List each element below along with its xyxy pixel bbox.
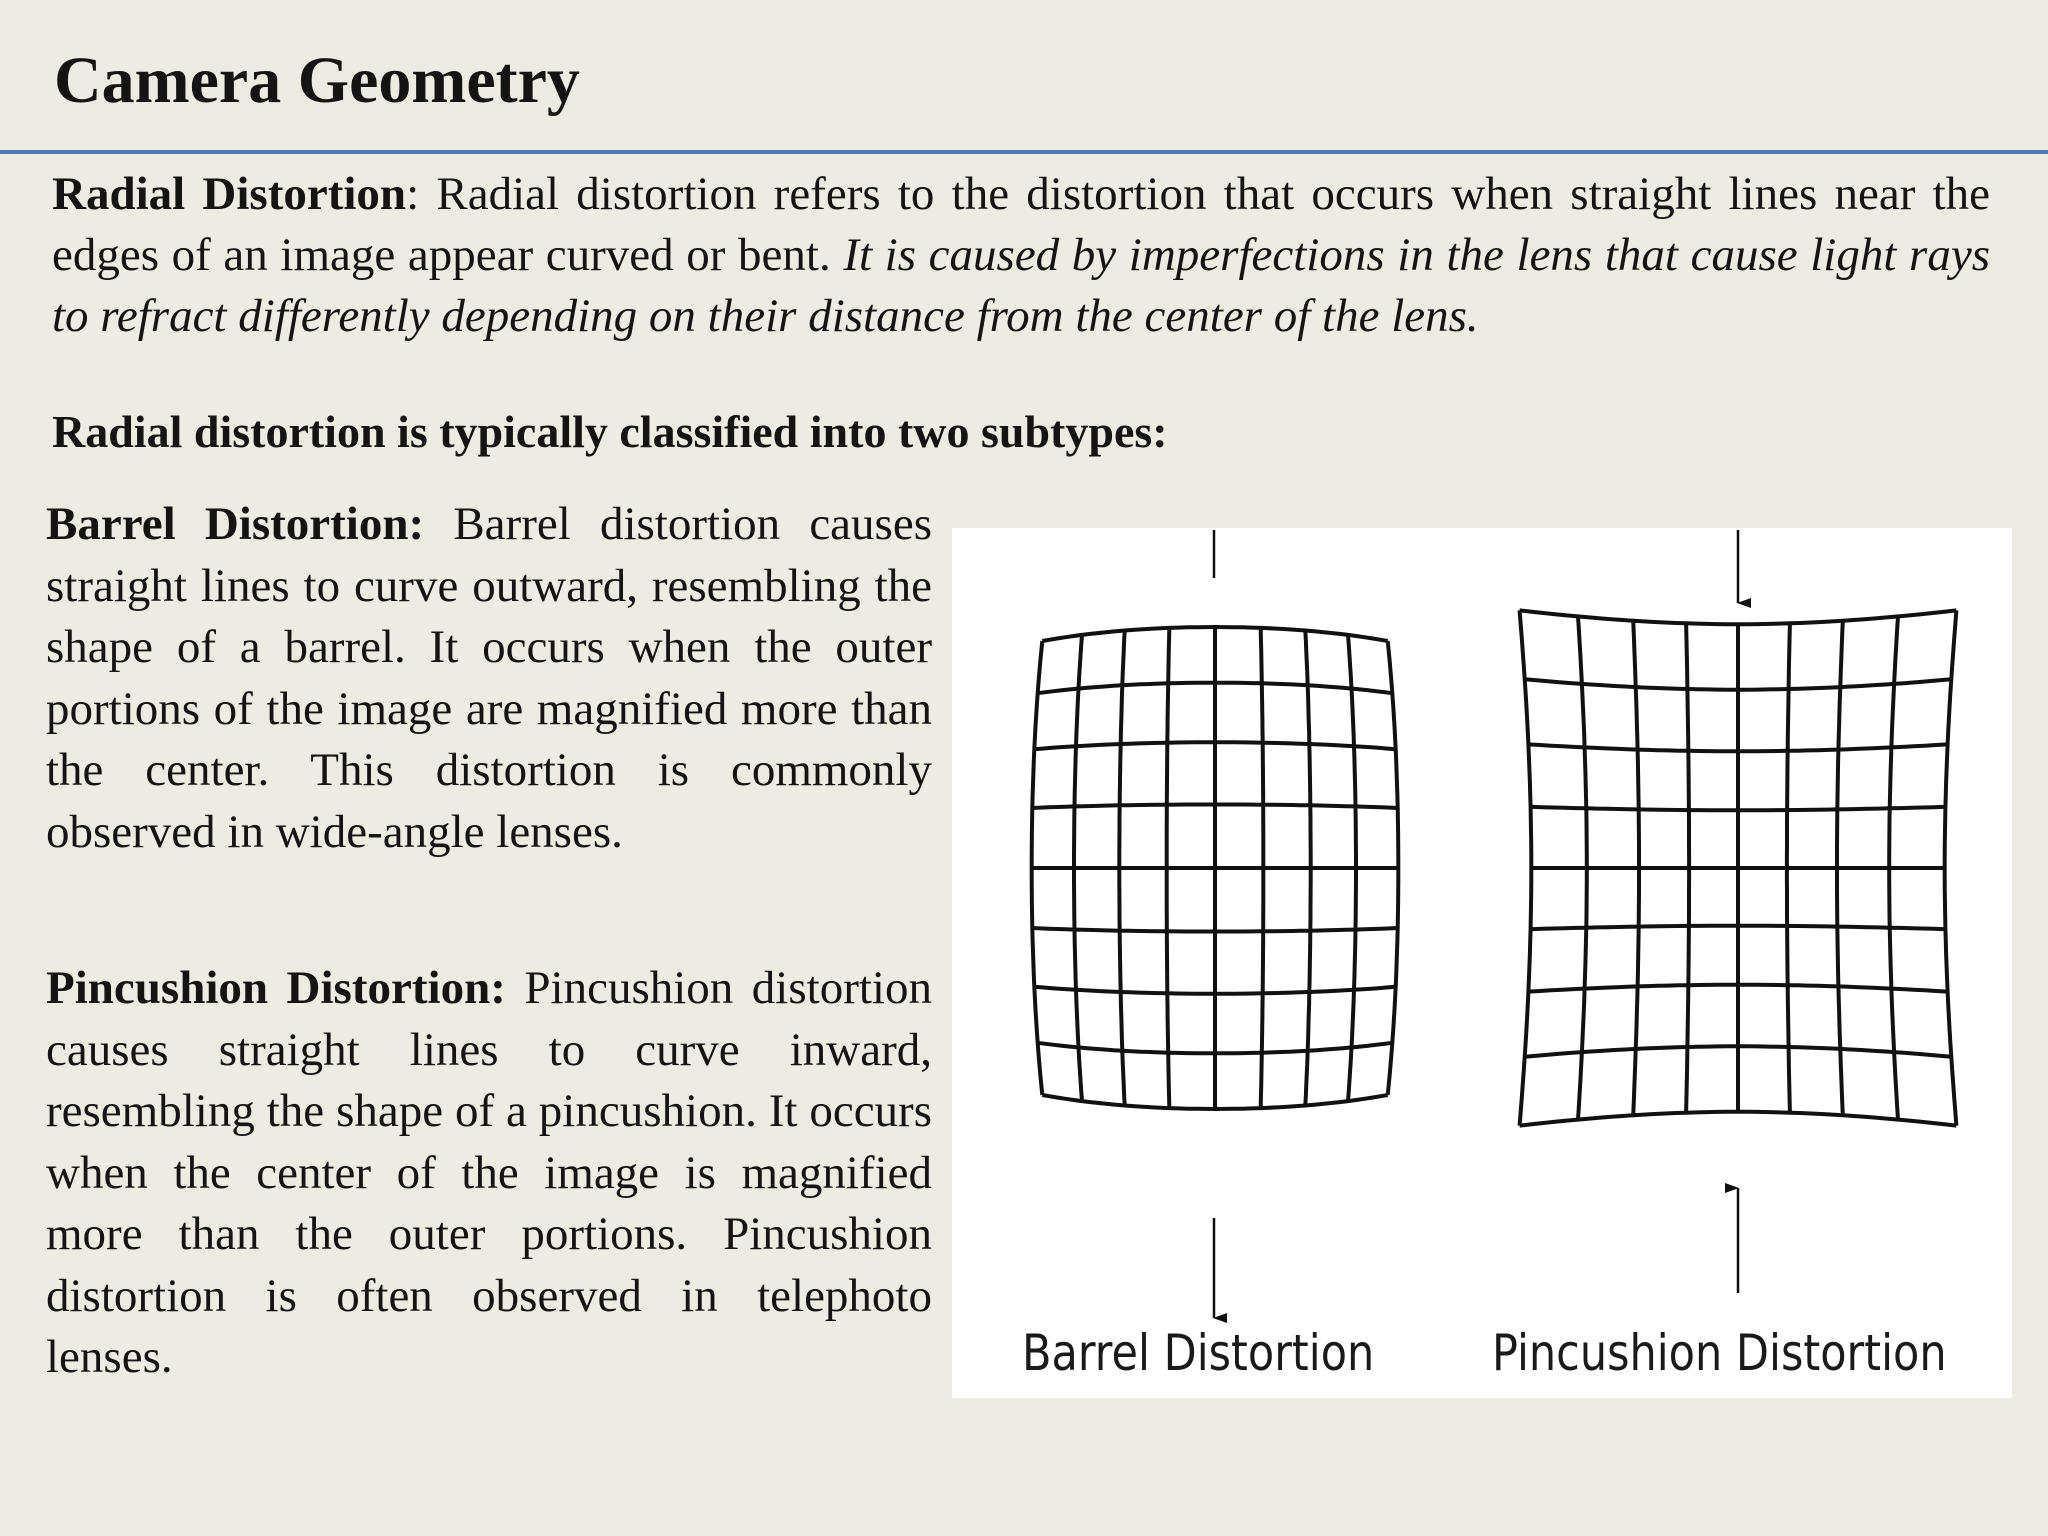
pincushion-paragraph xyxy=(46,958,932,1389)
barrel-paragraph xyxy=(46,494,932,863)
distortion-figure xyxy=(952,528,2012,1398)
title-divider xyxy=(0,150,2048,154)
intro-text: Radial distortion refers to the distortion that occurs when straight lines near the edges of an image appear curved or bent. xyxy=(52,168,1990,281)
barrel-caption: Barrel Distortion xyxy=(1022,1324,1375,1382)
pincushion-grid xyxy=(1520,610,1957,1125)
pincushion-grid-line xyxy=(1520,1112,1957,1126)
intro-term: Radial Distortion xyxy=(52,168,407,220)
pincushion-caption: Pincushion Distortion xyxy=(1492,1324,1947,1382)
subtypes-heading: Radial distortion is typically classified into two subtypes: xyxy=(52,406,1168,457)
intro-paragraph xyxy=(52,164,1990,347)
barrel-term: Barrel Distortion: xyxy=(46,498,425,550)
pincushion-grid-line xyxy=(1945,610,1957,1125)
slide-title: Camera Geometry xyxy=(54,44,580,117)
barrel-text: Barrel distortion causes straight lines to curve outward, resembling the shape of a barrel. It occurs when the outer portions of the image are magnified more than the center. This distortion is commonly observed in wide-angle lenses. xyxy=(46,498,932,858)
barrel-grid xyxy=(1032,627,1399,1109)
intro-italic-text: It is caused by imperfections in the lens that cause light rays to refract differently depending on their distance from the center of the lens. xyxy=(52,229,1990,342)
intro-separator: : xyxy=(406,168,437,220)
distortion-diagram xyxy=(952,528,2012,1398)
pincushion-grid-line xyxy=(1520,610,1532,1125)
pincushion-grid-line xyxy=(1520,610,1957,624)
pincushion-text: Pincushion distortion causes straight lines to curve inward, resembling the shape of a pincushion. It occurs when the center of the image is magnified more than the outer portions. Pincushion distortion is often observed in telephoto lenses. xyxy=(46,962,932,1383)
pincushion-term: Pincushion Distortion: xyxy=(46,962,506,1014)
